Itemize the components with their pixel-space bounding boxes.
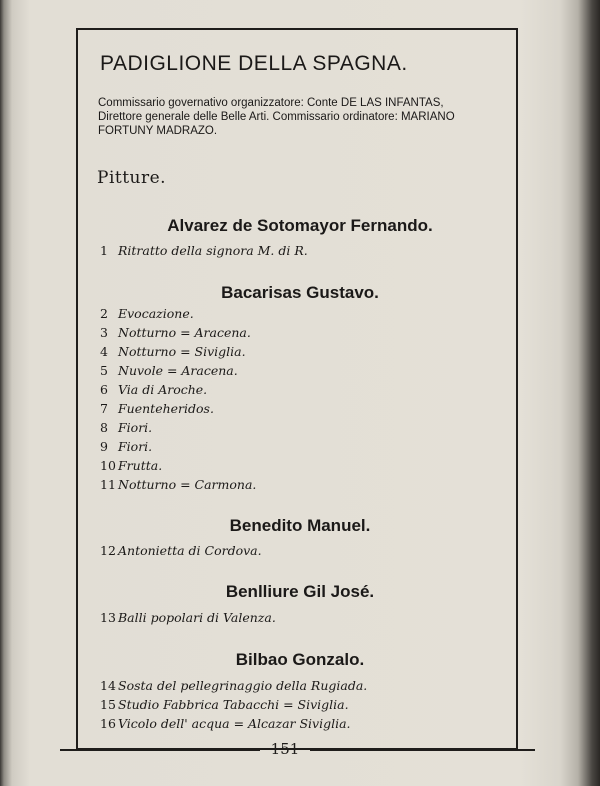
artwork-number: 3 bbox=[100, 325, 108, 340]
artwork-number: 8 bbox=[100, 420, 108, 435]
artwork-entry bbox=[100, 401, 214, 416]
artwork-entry bbox=[100, 306, 194, 321]
artwork-number: 16 bbox=[100, 716, 116, 731]
artwork-number: 5 bbox=[100, 363, 108, 378]
artwork-title: Notturno = Aracena. bbox=[118, 325, 251, 340]
artist-name: Bacarisas Gustavo. bbox=[221, 283, 379, 302]
artwork-title: Nuvole = Aracena. bbox=[118, 363, 238, 378]
artist-name: Bilbao Gonzalo. bbox=[235, 650, 365, 669]
intro-line: Direttore generale delle Belle Arti. Commissario ordinatore: MARIANO bbox=[98, 111, 455, 123]
section-heading: Pitture. bbox=[97, 168, 167, 188]
artwork-entry bbox=[100, 420, 152, 435]
intro-line: FORTUNY MADRAZO. bbox=[98, 125, 218, 137]
artwork-entry bbox=[100, 344, 246, 359]
artwork-title: Antonietta di Cordova. bbox=[118, 543, 262, 558]
footer-rule bbox=[60, 749, 260, 751]
artwork-number: 15 bbox=[100, 697, 116, 712]
intro-line: Commissario governativo organizzatore: Conte DE LAS INFANTAS, bbox=[98, 97, 444, 109]
artwork-title: Studio Fabbrica Tabacchi = Siviglia. bbox=[118, 697, 349, 712]
artwork-entry bbox=[100, 716, 351, 731]
artwork-entry bbox=[100, 382, 207, 397]
artist-name: Benedito Manuel. bbox=[229, 516, 371, 535]
artwork-number: 1 bbox=[100, 243, 108, 258]
artwork-number: 9 bbox=[100, 439, 108, 454]
artwork-title: Via di Aroche. bbox=[118, 382, 208, 397]
artwork-entry bbox=[100, 458, 162, 473]
page-title: PADIGLIONE DELLA SPAGNA. bbox=[100, 52, 408, 75]
artwork-entry bbox=[100, 610, 276, 625]
artwork-number: 4 bbox=[100, 344, 108, 359]
artwork-entry bbox=[100, 363, 238, 378]
artist-name: Benlliure Gil José. bbox=[225, 582, 375, 601]
artwork-title: Balli popolari di Valenza. bbox=[118, 610, 276, 625]
artwork-number: 6 bbox=[100, 382, 108, 397]
artwork-entry bbox=[100, 697, 349, 712]
intro-paragraph bbox=[98, 96, 518, 138]
artwork-entry bbox=[100, 477, 256, 492]
artwork-title: Notturno = Carmona. bbox=[118, 477, 257, 492]
artwork-title: Fiori. bbox=[118, 420, 153, 435]
artist-name: Alvarez de Sotomayor Fernando. bbox=[167, 216, 433, 235]
artwork-entry bbox=[100, 439, 152, 454]
artwork-title: Evocazione. bbox=[118, 306, 194, 321]
page-number: 151 bbox=[270, 740, 300, 758]
artwork-entry bbox=[100, 325, 251, 340]
artwork-title: Vicolo dell' acqua = Alcazar Siviglia. bbox=[118, 716, 351, 731]
artwork-number: 7 bbox=[100, 401, 108, 416]
footer-rule bbox=[310, 749, 535, 751]
artwork-number: 2 bbox=[100, 306, 108, 321]
artwork-title: Frutta. bbox=[118, 458, 163, 473]
artwork-title: Sosta del pellegrinaggio della Rugiada. bbox=[118, 678, 368, 693]
artwork-entry bbox=[100, 543, 262, 558]
artwork-number: 13 bbox=[100, 610, 116, 625]
artwork-number: 10 bbox=[100, 458, 116, 473]
artwork-number: 12 bbox=[100, 543, 116, 558]
artwork-title: Ritratto della signora M. di R. bbox=[118, 243, 308, 258]
artwork-title: Fuenteheridos. bbox=[118, 401, 214, 416]
artwork-title: Fiori. bbox=[118, 439, 153, 454]
artwork-number: 14 bbox=[100, 678, 116, 693]
artwork-entry bbox=[100, 678, 367, 693]
artwork-number: 11 bbox=[100, 477, 116, 492]
artwork-title: Notturno = Siviglia. bbox=[118, 344, 246, 359]
artwork-entry bbox=[100, 243, 308, 258]
